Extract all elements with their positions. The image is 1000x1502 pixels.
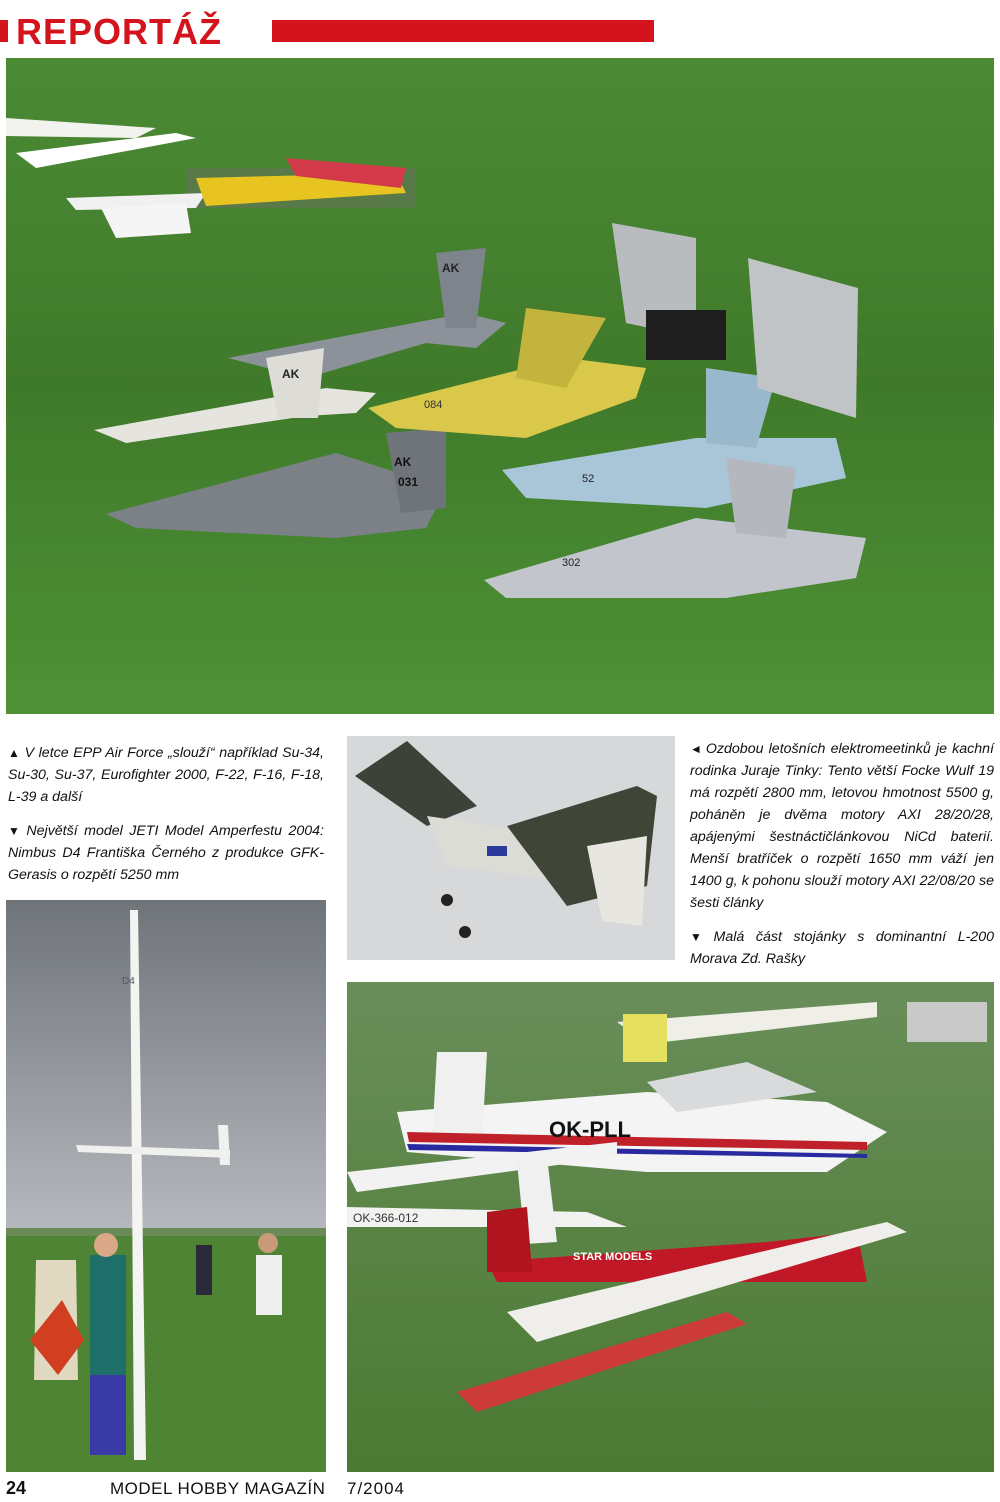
arrow-down-icon: ▼ [690, 930, 710, 944]
svg-text:AK: AK [442, 261, 460, 275]
arrow-left-icon: ◄ [690, 742, 702, 756]
svg-text:OK-PLL: OK-PLL [549, 1117, 631, 1142]
page-number: 24 [6, 1478, 27, 1498]
issue-number: 7/2004 [347, 1479, 405, 1498]
photo-l200-morava [347, 982, 994, 1472]
svg-text:084: 084 [424, 399, 443, 411]
page-footer [0, 1478, 1000, 1502]
header-accent-mark [0, 20, 8, 42]
header-accent-bar [272, 20, 654, 42]
photo-nimbus-glider [6, 900, 326, 1472]
svg-text:AK: AK [282, 367, 300, 381]
photo-focke-wulf-flight [347, 736, 675, 960]
arrow-down-icon: ▼ [8, 824, 23, 838]
caption-l200: ▼ Malá část stojánky s dominantní L-200 Morava Zd. Rašky [690, 929, 994, 967]
svg-text:302: 302 [562, 557, 581, 569]
section-title: REPORTÁŽ [16, 11, 222, 52]
svg-text:D4: D4 [122, 976, 135, 987]
main-photo-jet-models [6, 58, 994, 714]
svg-text:031: 031 [398, 475, 419, 489]
svg-text:STAR MODELS: STAR MODELS [573, 1251, 653, 1263]
svg-text:OK-366-012: OK-366-012 [353, 1211, 419, 1225]
caption-focke-wulf: ◄ Ozdobou letošních elektromeetinků je kachní rodinka Juraje Tinky: Tento větší Focke Wulf 19 má rozpětí 2800 mm, letovou hmotnost 5500 g, poháněn je dvěma motory AXI 28/20/28, apájenými šestnáctičlánkovou NiCd baterií. Menší bratříček o rozpětí 1650 mm váží jen 1400 g, k pohonu slouží motory AXI 22/08/20 se šesti články [690, 741, 994, 911]
magazine-name: MODEL HOBBY MAGAZÍN [110, 1479, 326, 1498]
arrow-up-icon: ▲ [8, 746, 21, 760]
svg-text:AK: AK [394, 455, 412, 469]
caption-jets: ▲ V letce EPP Air Force „slouží“ například Su-34, Su-30, Su-37, Eurofighter 2000, F-22, F-16, F-18, L-39 a další [8, 745, 324, 805]
caption-nimbus: ▼ Největší model JETI Model Amperfestu 2004: Nimbus D4 Františka Černého z produkce GFK-Gerasis o rozpětí 5250 mm [8, 823, 324, 883]
svg-text:52: 52 [582, 473, 595, 485]
